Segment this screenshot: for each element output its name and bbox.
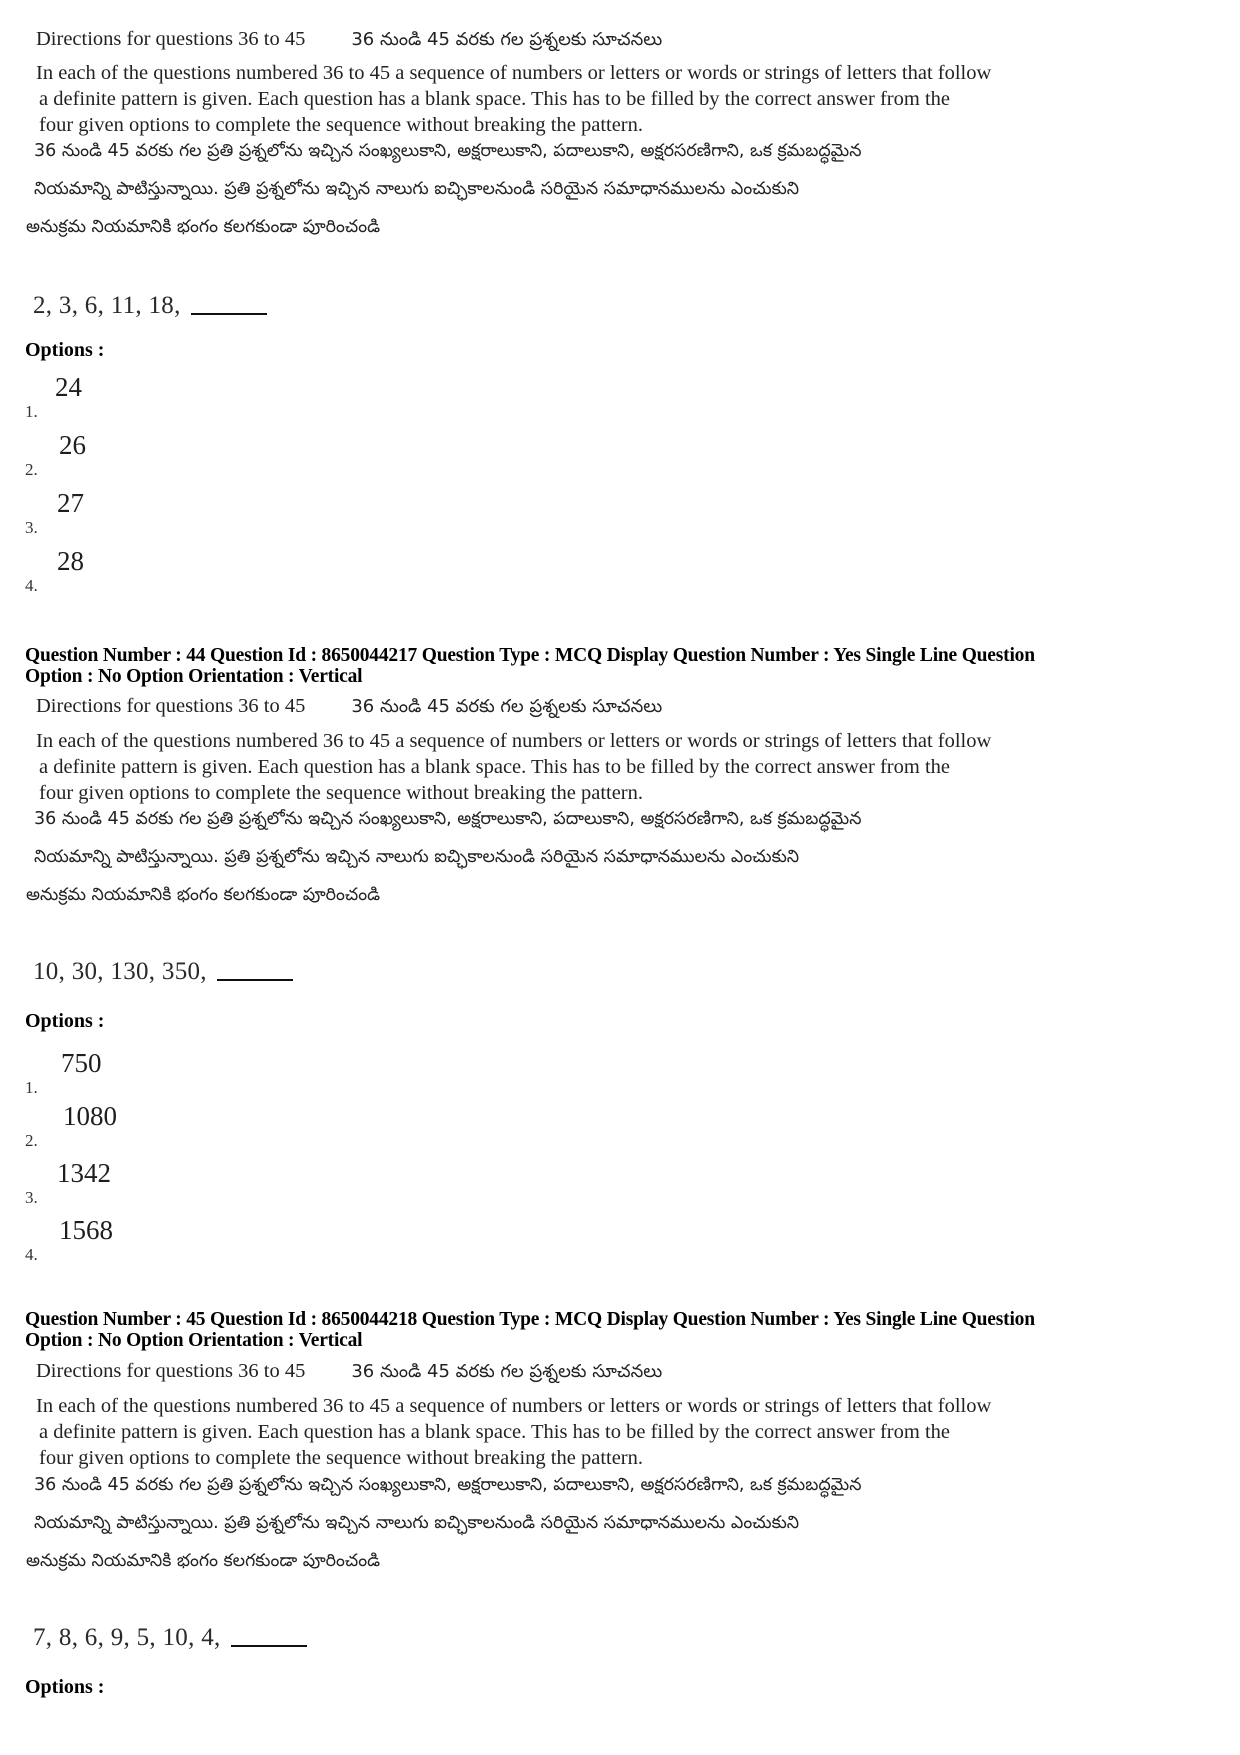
directions-te-line: 36 నుండి 45 వరకు గల ప్రతి ప్రశ్నలోను ఇచ్చిన సంఖ్యలుకాని, అక్షరాలుకాని, పదాలుకాని, అక్షరసరణిగాని, ఒక క్రమబద్ధమైన bbox=[34, 141, 862, 161]
directions-te-line: అనుక్రమ నియమానికి భంగం కలగకుండా పూరించండి bbox=[26, 1551, 381, 1571]
number-sequence bbox=[33, 292, 267, 320]
directions-heading-en: Directions for questions 36 to 45 bbox=[36, 28, 306, 50]
option-value: 1080 bbox=[63, 1101, 117, 1131]
option-1[interactable] bbox=[25, 372, 325, 422]
question-meta-line: Option : No Option Orientation : Vertical bbox=[25, 666, 363, 687]
directions-heading bbox=[36, 1360, 662, 1386]
option-number: 3. bbox=[25, 518, 38, 537]
directions-heading-te: 36 నుండి 45 వరకు గల ప్రశ్నలకు సూచనలు bbox=[351, 1361, 663, 1382]
answer-blank bbox=[231, 1627, 307, 1647]
number-sequence bbox=[33, 958, 293, 986]
options-label: Options : bbox=[25, 1676, 105, 1698]
directions-english bbox=[36, 1393, 1216, 1471]
directions-en-line: In each of the questions numbered 36 to 45 a sequence of numbers or letters or words or strings of letters that follow bbox=[36, 1395, 992, 1417]
option-3[interactable] bbox=[25, 488, 325, 538]
option-value: 750 bbox=[61, 1048, 102, 1078]
directions-english bbox=[36, 60, 1216, 138]
directions-heading-en: Directions for questions 36 to 45 bbox=[36, 695, 306, 717]
option-number: 1. bbox=[25, 1078, 38, 1097]
directions-heading-en: Directions for questions 36 to 45 bbox=[36, 1360, 306, 1382]
question-meta-line: Question Number : 44 Question Id : 8650044217 Question Type : MCQ Display Question Number : Yes Single Line Question bbox=[25, 645, 1035, 666]
option-number: 1. bbox=[25, 402, 38, 421]
directions-en-line: In each of the questions numbered 36 to 45 a sequence of numbers or letters or words or strings of letters that follow bbox=[36, 62, 992, 84]
directions-english bbox=[36, 728, 1216, 806]
option-value: 1568 bbox=[59, 1215, 113, 1245]
directions-en-line: In each of the questions numbered 36 to 45 a sequence of numbers or letters or words or strings of letters that follow bbox=[36, 730, 992, 752]
directions-te-line: నియమాన్ని పాటిస్తున్నాయి. ప్రతి ప్రశ్నలోను ఇచ్చిన నాలుగు ఐచ్ఛికాలనుండి సరియైన సమాధానములను ఎంచుకుని bbox=[34, 847, 800, 867]
question-meta bbox=[25, 1309, 1215, 1351]
directions-heading bbox=[36, 28, 662, 54]
option-value: 26 bbox=[59, 430, 86, 460]
option-number: 4. bbox=[25, 1245, 38, 1264]
options-label: Options : bbox=[25, 1010, 105, 1032]
directions-te-line: నియమాన్ని పాటిస్తున్నాయి. ప్రతి ప్రశ్నలోను ఇచ్చిన నాలుగు ఐచ్ఛికాలనుండి సరియైన సమాధానములను ఎంచుకుని bbox=[34, 1513, 800, 1533]
directions-te-line: అనుక్రమ నియమానికి భంగం కలగకుండా పూరించండి bbox=[26, 217, 381, 237]
option-1[interactable] bbox=[25, 1048, 325, 1098]
answer-blank bbox=[217, 961, 293, 981]
option-value: 28 bbox=[57, 546, 84, 576]
directions-en-line: a definite pattern is given. Each question has a blank space. This has to be filled by the correct answer from the bbox=[39, 756, 950, 778]
option-value: 24 bbox=[55, 372, 82, 402]
directions-en-line: a definite pattern is given. Each question has a blank space. This has to be filled by the correct answer from the bbox=[39, 1421, 950, 1443]
option-value: 27 bbox=[57, 488, 84, 518]
option-value: 1342 bbox=[57, 1158, 111, 1188]
directions-heading-te: 36 నుండి 45 వరకు గల ప్రశ్నలకు సూచనలు bbox=[351, 29, 663, 50]
directions-te-line: నియమాన్ని పాటిస్తున్నాయి. ప్రతి ప్రశ్నలోను ఇచ్చిన నాలుగు ఐచ్ఛికాలనుండి సరియైన సమాధానములను ఎంచుకుని bbox=[34, 179, 800, 199]
directions-te-line: 36 నుండి 45 వరకు గల ప్రతి ప్రశ్నలోను ఇచ్చిన సంఖ్యలుకాని, అక్షరాలుకాని, పదాలుకాని, అక్షరసరణిగాని, ఒక క్రమబద్ధమైన bbox=[34, 1475, 862, 1495]
option-3[interactable] bbox=[25, 1158, 325, 1208]
answer-blank bbox=[191, 295, 267, 315]
option-2[interactable] bbox=[25, 1101, 325, 1151]
question-meta bbox=[25, 645, 1215, 687]
directions-telugu bbox=[26, 800, 1214, 914]
directions-telugu bbox=[26, 1466, 1214, 1580]
sequence-text: 2, 3, 6, 11, 18, bbox=[33, 292, 181, 319]
question-meta-line: Option : No Option Orientation : Vertical bbox=[25, 1330, 363, 1351]
option-number: 2. bbox=[25, 460, 38, 479]
directions-te-line: అనుక్రమ నియమానికి భంగం కలగకుండా పూరించండి bbox=[26, 885, 381, 905]
option-4[interactable] bbox=[25, 546, 325, 596]
option-2[interactable] bbox=[25, 430, 325, 480]
directions-en-line: a definite pattern is given. Each question has a blank space. This has to be filled by the correct answer from the bbox=[39, 88, 950, 110]
option-number: 3. bbox=[25, 1188, 38, 1207]
directions-en-line: four given options to complete the sequence without breaking the pattern. bbox=[39, 782, 644, 804]
options-label: Options : bbox=[25, 339, 105, 361]
sequence-text: 10, 30, 130, 350, bbox=[33, 958, 207, 985]
question-meta-line: Question Number : 45 Question Id : 8650044218 Question Type : MCQ Display Question Number : Yes Single Line Question bbox=[25, 1309, 1035, 1330]
option-number: 4. bbox=[25, 576, 38, 595]
directions-en-line: four given options to complete the sequence without breaking the pattern. bbox=[39, 114, 644, 136]
directions-te-line: 36 నుండి 45 వరకు గల ప్రతి ప్రశ్నలోను ఇచ్చిన సంఖ్యలుకాని, అక్షరాలుకాని, పదాలుకాని, అక్షరసరణిగాని, ఒక క్రమబద్ధమైన bbox=[34, 809, 862, 829]
option-number: 2. bbox=[25, 1131, 38, 1150]
directions-en-line: four given options to complete the sequence without breaking the pattern. bbox=[39, 1447, 644, 1469]
number-sequence bbox=[33, 1624, 307, 1652]
sequence-text: 7, 8, 6, 9, 5, 10, 4, bbox=[33, 1624, 221, 1651]
directions-heading-te: 36 నుండి 45 వరకు గల ప్రశ్నలకు సూచనలు bbox=[351, 696, 663, 717]
directions-heading bbox=[36, 695, 662, 721]
directions-telugu bbox=[26, 132, 1214, 246]
option-4[interactable] bbox=[25, 1215, 325, 1265]
